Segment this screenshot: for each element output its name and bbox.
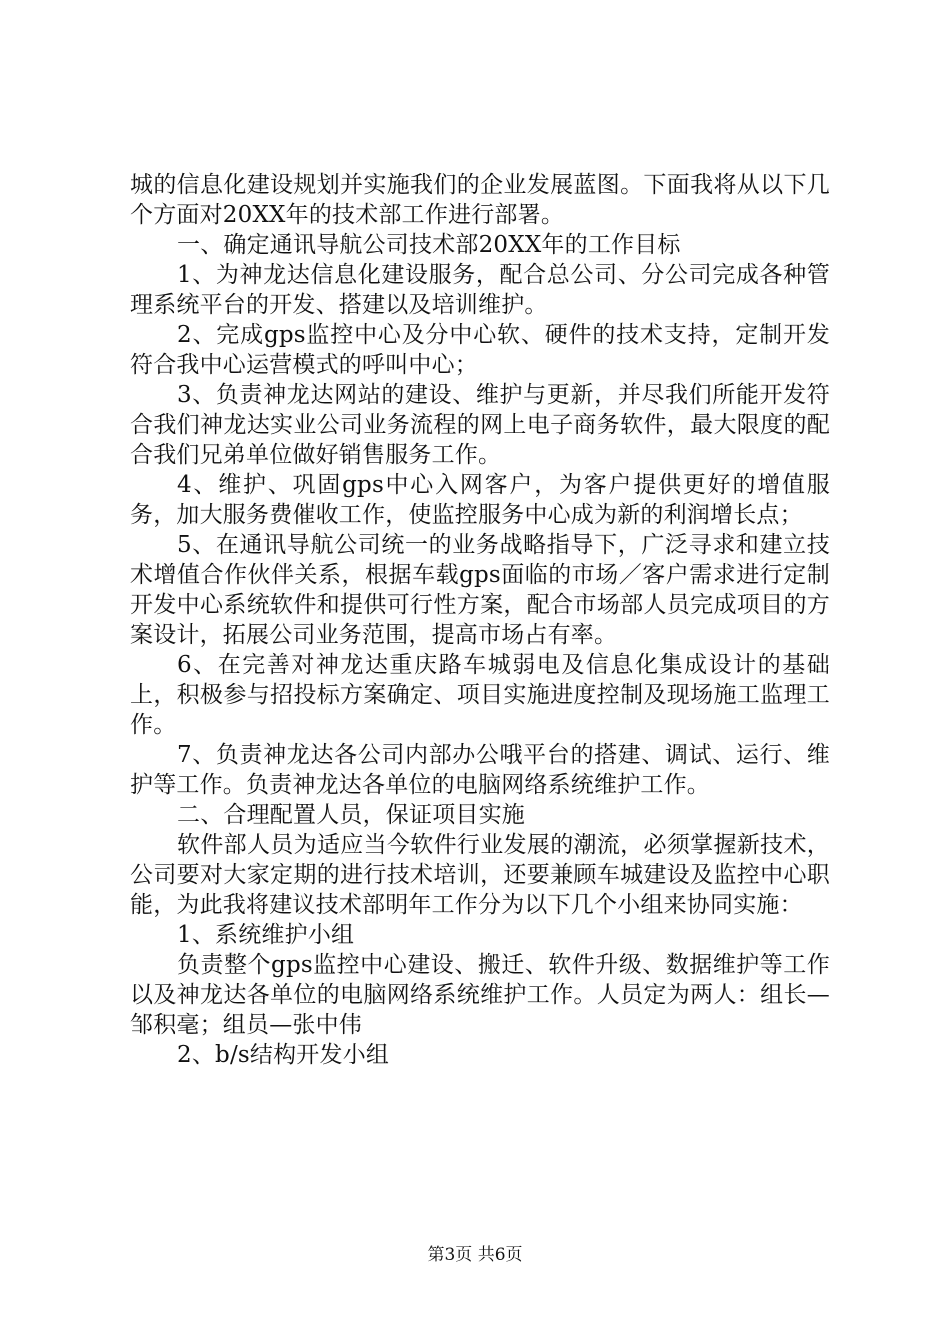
section-heading-goals: 一、确定通讯导航公司技术部20XX年的工作目标 [177, 232, 681, 258]
goal-item-5: 5、在通讯导航公司统一的业务战略指导下，广泛寻求和建立技术增值合作伙伴关系，根据车载gps面临的市场／客户需求进行定制开发中心系统软件和提供可行性方案，配合市场部人员完成项目的方案设计，拓展公司业务范围，提高市场占有率。 [130, 532, 830, 648]
subgroup-heading-1: 1、系统维护小组 [177, 922, 355, 948]
page-number-footer: 第3页 共6页 [427, 1245, 523, 1265]
goal-item-2: 2、完成gps监控中心及分中心软、硬件的技术支持，定制开发符合我中心运营模式的呼叫中心； [130, 322, 830, 378]
paragraph-continuation: 城的信息化建设规划并实施我们的企业发展蓝图。下面我将从以下几个方面对20XX年的技术部工作进行部署。 [130, 172, 830, 228]
goal-item-6: 6、在完善对神龙达重庆路车城弱电及信息化集成设计的基础上，积极参与招投标方案确定、项目实施进度控制及现场施工监理工作。 [130, 652, 830, 738]
subgroup-heading-2: 2、b/s结构开发小组 [177, 1042, 390, 1068]
staffing-paragraph: 软件部人员为适应当今软件行业发展的潮流，必须掌握新技术，公司要对大家定期的进行技术培训，还要兼顾车城建设及监控中心职能，为此我将建议技术部明年工作分为以下几个小组来协同实施： [130, 832, 830, 918]
section-heading-staffing: 二、合理配置人员，保证项目实施 [177, 802, 525, 828]
goal-item-1: 1、为神龙达信息化建设服务，配合总公司、分公司完成各种管理系统平台的开发、搭建以及培训维护。 [130, 262, 830, 318]
document-body [130, 170, 830, 1070]
goal-item-3: 3、负责神龙达网站的建设、维护与更新，并尽我们所能开发符合我们神龙达实业公司业务流程的网上电子商务软件，最大限度的配合我们兄弟单位做好销售服务工作。 [130, 382, 830, 468]
goal-item-4: 4、维护、巩固gps中心入网客户，为客户提供更好的增值服务，加大服务费催收工作，使监控服务中心成为新的利润增长点； [130, 472, 830, 528]
goal-item-7: 7、负责神龙达各公司内部办公哦平台的搭建、调试、运行、维护等工作。负责神龙达各单位的电脑网络系统维护工作。 [130, 742, 830, 798]
subgroup-description-1: 负责整个gps监控中心建设、搬迁、软件升级、数据维护等工作以及神龙达各单位的电脑网络系统维护工作。人员定为两人：组长—邹积毫；组员—张中伟 [130, 952, 830, 1038]
